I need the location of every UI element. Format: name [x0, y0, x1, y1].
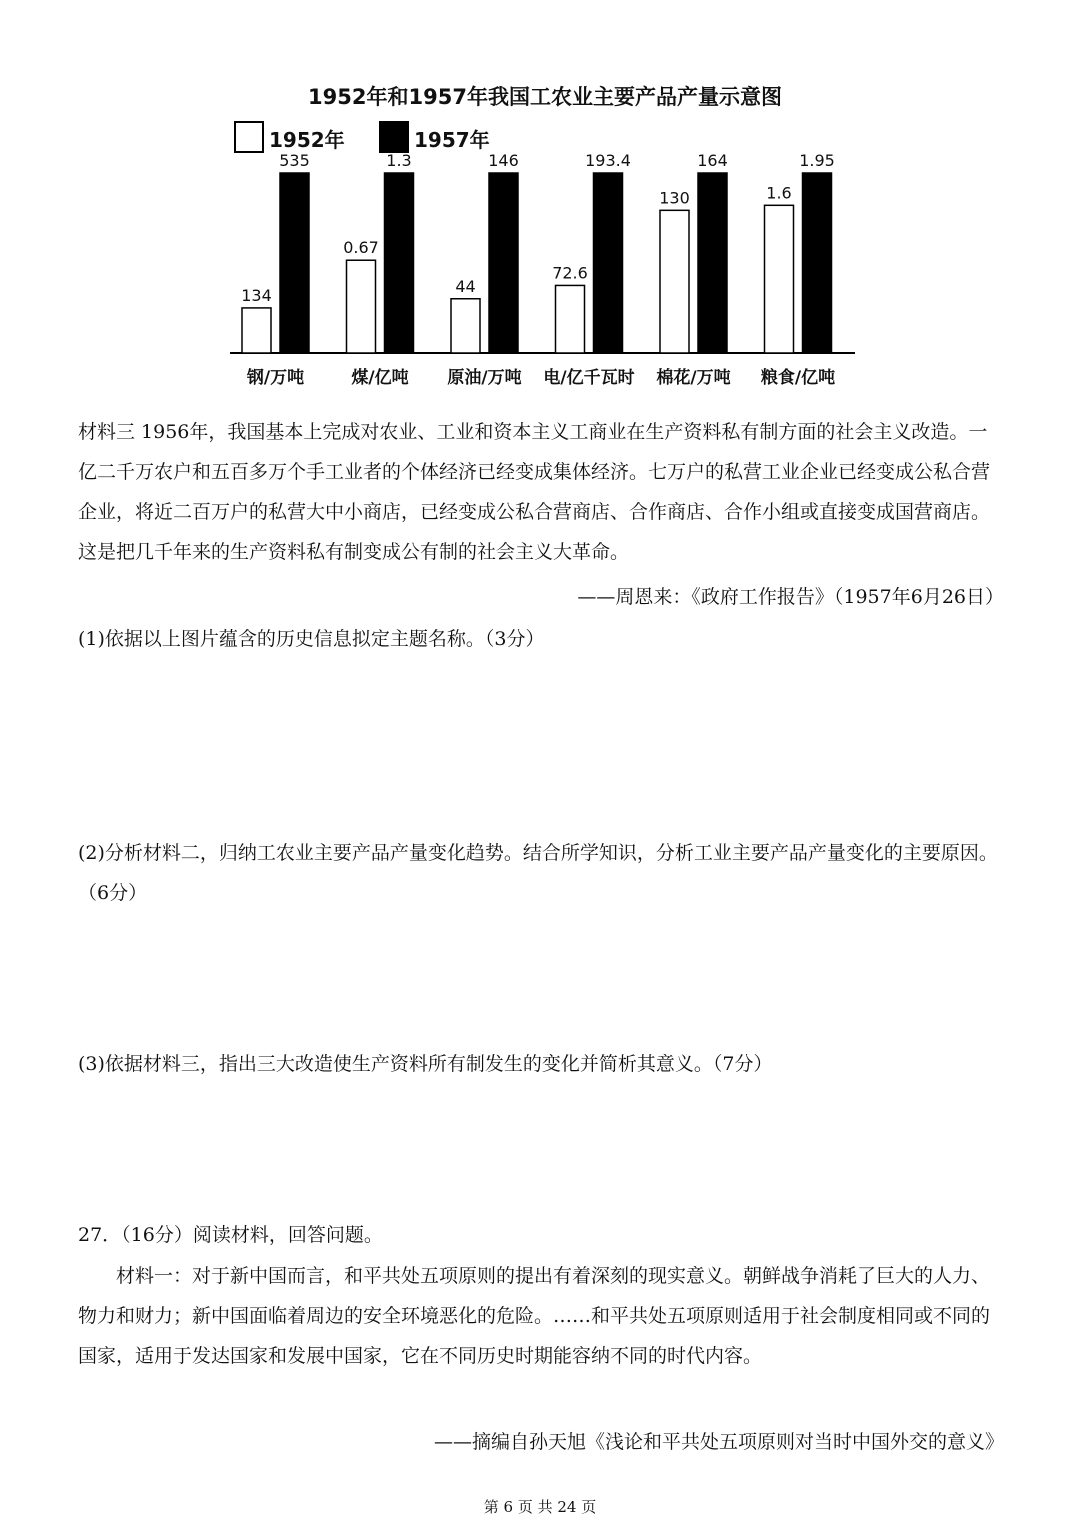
- bar-value-label-1952-4: 130: [659, 188, 690, 208]
- bar-1952-5: [765, 205, 794, 353]
- question-2: (2)分析材料二，归纳工农业主要产品产量变化趋势。结合所学知识，分析工业主要产品产量变化的主要原因。（6分）: [78, 842, 998, 904]
- category-label-5: 粮食/亿吨: [760, 368, 836, 388]
- bar-1957-1: [385, 173, 414, 353]
- question-1: (1)依据以上图片蕴含的历史信息拟定主题名称。（3分）: [78, 628, 545, 650]
- legend-label-1952: 1952年: [269, 128, 345, 152]
- bar-1952-1: [347, 260, 376, 353]
- bar-value-label-1952-5: 1.6: [766, 183, 792, 203]
- bar-value-label-1957-5: 1.95: [799, 151, 835, 170]
- category-label-1: 煤/亿吨: [351, 368, 409, 388]
- material1-text: 材料一：对于新中国而言，和平共处五项原则的提出有着深刻的现实意义。朝鲜战争消耗了巨大的人力、物力和财力；新中国面临着周边的安全环境恶化的危险。……和平共处五项原则适用于社会制度相同或不同的国家，适用于发达国家和发展中国家，它在不同历史时期能容纳不同的时代内容。: [78, 1265, 991, 1367]
- bar-value-label-1952-3: 72.6: [552, 263, 588, 283]
- material3-text: 材料三 1956年，我国基本上完成对农业、工业和资本主义工商业在生产资料私有制方面的社会主义改造。一亿二千万农户和五百多万个手工业者的个体经济已经变成集体经济。七万户的私营工业企业已经变成公私合营企业，将近二百万户的私营大中小商店，已经变成公私合营商店、合作商店、合作小组或直接变成国营商店。这是把几千年来的生产资料私有制变成公有制的社会主义大革命。: [78, 421, 991, 563]
- bar-value-label-1957-0: 535: [279, 151, 310, 170]
- legend-swatch-1957: [380, 122, 408, 152]
- legend-label-1957: 1957年: [414, 128, 490, 152]
- bar-value-label-1952-0: 134: [241, 285, 272, 305]
- bar-value-label-1957-1: 1.3: [386, 151, 412, 170]
- bar-value-label-1952-2: 44: [455, 276, 476, 296]
- production-chart-svg: [225, 78, 865, 398]
- bar-value-label-1957-2: 146: [488, 151, 519, 170]
- question-27-header: 27．（16分）阅读材料，回答问题。: [78, 1224, 383, 1246]
- category-label-3: 电/亿千瓦时: [543, 368, 635, 388]
- bar-1952-3: [556, 285, 585, 353]
- bar-1957-5: [803, 173, 832, 353]
- legend-swatch-1952: [235, 122, 263, 152]
- bar-1957-0: [280, 173, 309, 353]
- material3-source: ——周恩来：《政府工作报告》（1957年6月26日）: [577, 586, 1004, 608]
- bar-value-label-1952-1: 0.67: [343, 238, 379, 258]
- bar-1957-3: [594, 173, 623, 353]
- chart-title: 1952年和1957年我国工农业主要产品产量示意图: [308, 85, 782, 109]
- bar-1952-2: [451, 299, 480, 353]
- production-chart: [225, 78, 865, 398]
- bar-value-label-1957-4: 164: [697, 151, 728, 170]
- bar-1957-4: [698, 173, 727, 353]
- question-3: (3)依据材料三，指出三大改造使生产资料所有制发生的变化并简析其意义。（7分）: [78, 1053, 773, 1075]
- material1-source: ——摘编自孙天旭《浅论和平共处五项原则对当时中国外交的意义》: [433, 1431, 1004, 1453]
- bar-1952-0: [242, 308, 271, 353]
- category-label-2: 原油/万吨: [447, 368, 522, 388]
- bar-value-label-1957-3: 193.4: [585, 151, 631, 170]
- category-label-0: 钢/万吨: [246, 368, 305, 388]
- category-label-4: 棉花/万吨: [656, 368, 731, 388]
- page-footer: 第 6 页 共 24 页: [483, 1498, 597, 1516]
- bar-1952-4: [660, 210, 689, 353]
- bar-1957-2: [489, 173, 518, 353]
